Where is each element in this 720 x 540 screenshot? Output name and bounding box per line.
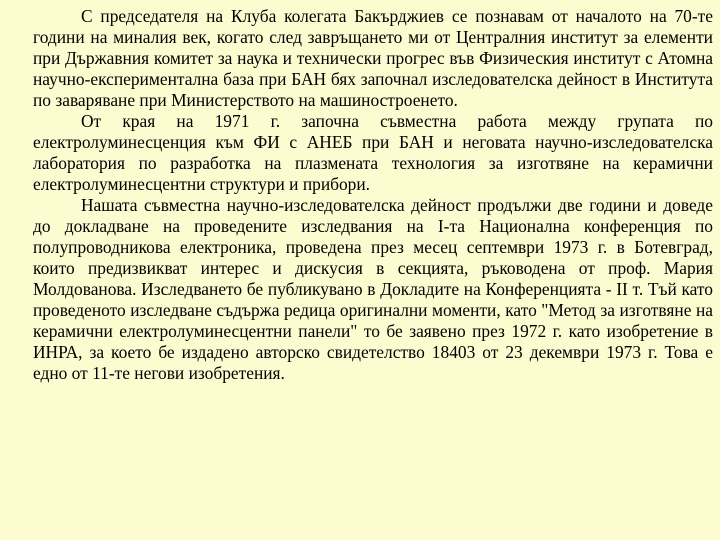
- document-page: [33, 6, 713, 384]
- paragraph-2: От края на 1971 г. започна съвместна работа между групата по електролуминесценция към ФИ с АНЕБ при БАН и неговата научно-изследователска лаборатория по разработка на плазмената технология за изготвяне на керамични електролуминесцентни структури и прибори.: [33, 111, 713, 194]
- paragraph-3: Нашата съвместна научно-изследователска дейност продължи две години и доведе до докладване на проведените изследвания на I-та Национална конференция по полупроводникова електроника, проведена през месец септември 1973 г. в Ботевград, които предизвикват интерес и дискусия в секцията, ръководена от проф. Мария Молдованова. Изследването бе публикувано в Докладите на Конференцията - II т. Тъй като проведеното изследване съдържа редица оригинални моменти, като "Метод за изготвяне на керамични електролуминесцентни панели" то бе заявено през 1972 г. като изобретение в ИНРА, за което бе издадено авторско свидетелство 18403 от 23 декември 1973 г. Това е едно от 11-те негови изобретения.: [33, 195, 713, 383]
- paragraph-1: С председателя на Клуба колегата Бакърджиев се познавам от началото на 70-те години на миналия век, когато след завръщането ми от Централния институт за елементи при Държавния комитет за наука и технически прогрес във Физическия институт с Атомна научно-експериментална база при БАН бях започнал изследователска дейност в Института по заваряване при Министерството на машиностроенето.: [33, 6, 713, 110]
